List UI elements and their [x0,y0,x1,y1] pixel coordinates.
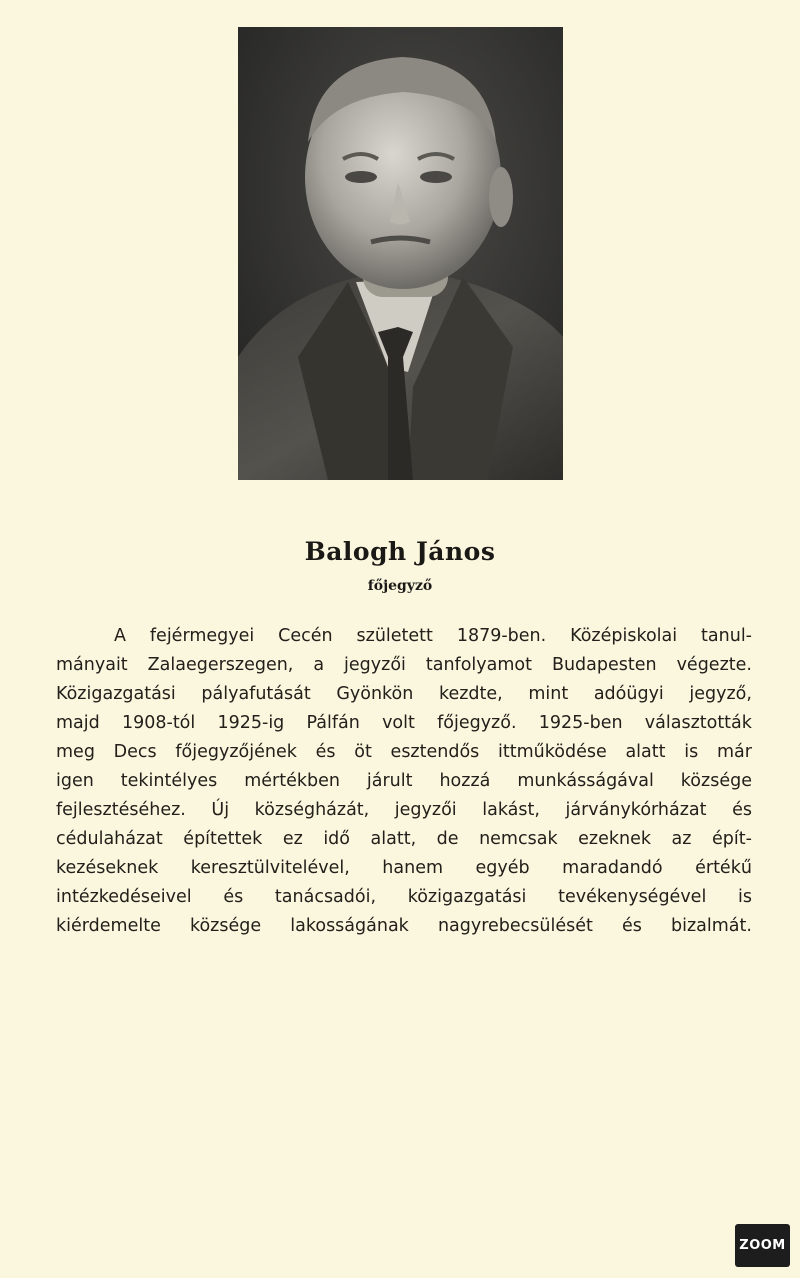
biography-word: községe [680,771,752,791]
biography-word: hozzá [439,771,491,791]
biography-word: az [671,829,692,849]
biography-word: a [313,655,325,675]
biography-word: esztendős [390,742,480,762]
biography-word: is [738,887,752,907]
biography-word: mint [528,684,569,704]
biography-word: Decs [113,742,157,762]
biography-word: alatt [625,742,666,762]
biography-word: 1879-ben. [456,626,547,646]
biography-line [56,738,752,767]
zoom-watermark: ZOOM [735,1224,790,1267]
biography-word: jegyző, [689,684,752,704]
biography-word: adóügyi [593,684,664,704]
biography-word: 1908-tól [121,713,196,733]
biography-word: 1925-ben [538,713,623,733]
biography-word: bizalmát. [671,916,752,936]
biography-word: értékű [695,858,752,878]
biography-word: Zalaegerszegen, [147,655,294,675]
biography-word: is [684,742,699,762]
biography-word: választották [644,713,752,733]
biography-word: intézkedéseivel [56,887,192,907]
biography-word: tekintélyes [120,771,218,791]
biography-line [56,796,752,825]
biography-word: építettek [183,829,263,849]
biography-word: és [732,800,752,820]
biography-word: ittműködése [498,742,607,762]
biography-line [56,912,752,941]
biography-word: volt [382,713,415,733]
biography-word: végezte. [676,655,752,675]
biography-line [56,883,752,912]
biography-word: majd [56,713,100,733]
biography-line [56,680,752,709]
biography-word: ezeknek [578,829,651,849]
biography-word: főjegyzőjének [175,742,297,762]
biography-word: tanfolyamot [425,655,532,675]
biography-word: lakást, [482,800,540,820]
biography-word: községe [189,916,262,936]
person-name: Balogh János [304,537,496,566]
biography-word: fejlesztéséhez. [56,800,186,820]
biography-word: maradandó [562,858,663,878]
biography-word: kiérdemelte [56,916,161,936]
biography-word: községházát, [254,800,370,820]
biography-line [56,854,752,883]
biography-word: kezdte, [438,684,503,704]
biography-word: hanem [382,858,444,878]
biography-word: öt [354,742,372,762]
biography-line [56,622,752,651]
biography-word: járványkórházat [565,800,707,820]
biography-word: tevékenységével [558,887,707,907]
biography-word: járult [366,771,413,791]
biography-word: közigazgatási [407,887,527,907]
biography-word: és [622,916,642,936]
biography-word: kezéseknek [56,858,159,878]
biography-word: alatt, [370,829,417,849]
biography-word: született [356,626,433,646]
biography-word: jegyzői [394,800,457,820]
biography-word: lakosságának [290,916,409,936]
biography-line [56,651,752,680]
biography-word: cédulaházat [56,829,163,849]
biography-word: főjegyző. [437,713,517,733]
biography-line [56,709,752,738]
biography-word: épít- [711,829,752,849]
biography-word: Középiskolai [570,626,678,646]
biography-word: tanácsadói, [274,887,377,907]
biography-word: jegyzői [344,655,406,675]
biography-word: fejérmegyei [149,626,255,646]
biography-word: tanul- [701,626,752,646]
biography-line [56,825,752,854]
biography-word: és [223,887,244,907]
biography-word: A [114,626,126,646]
biography-text [56,622,752,941]
biography-word: és [315,742,336,762]
biography-word: idő [323,829,350,849]
person-title: főjegyző [367,578,433,594]
biography-word: 1925-ig [217,713,285,733]
portrait-photo [238,27,563,480]
biography-word: meg [56,742,95,762]
biography-word: mértékben [244,771,340,791]
biography-word: pályafutását [201,684,311,704]
biography-word: nagyrebecsülését [437,916,593,936]
biography-word: de [436,829,459,849]
biography-word: nemcsak [479,829,558,849]
biography-word: mányait [56,655,128,675]
biography-word: Új [211,800,230,820]
biography-word: Pálfán [306,713,360,733]
biography-line [56,767,752,796]
biography-word: Közigazgatási [56,684,176,704]
biography-word: egyéb [475,858,530,878]
biography-word: munkásságával [517,771,654,791]
biography-word: ez [282,829,303,849]
biography-word: Cecén [278,626,333,646]
biography-word: keresztülvitelével, [190,858,350,878]
biography-word: Budapesten [551,655,657,675]
biography-word: igen [56,771,94,791]
biography-word: Gyönkön [336,684,414,704]
biography-word: már [716,742,752,762]
